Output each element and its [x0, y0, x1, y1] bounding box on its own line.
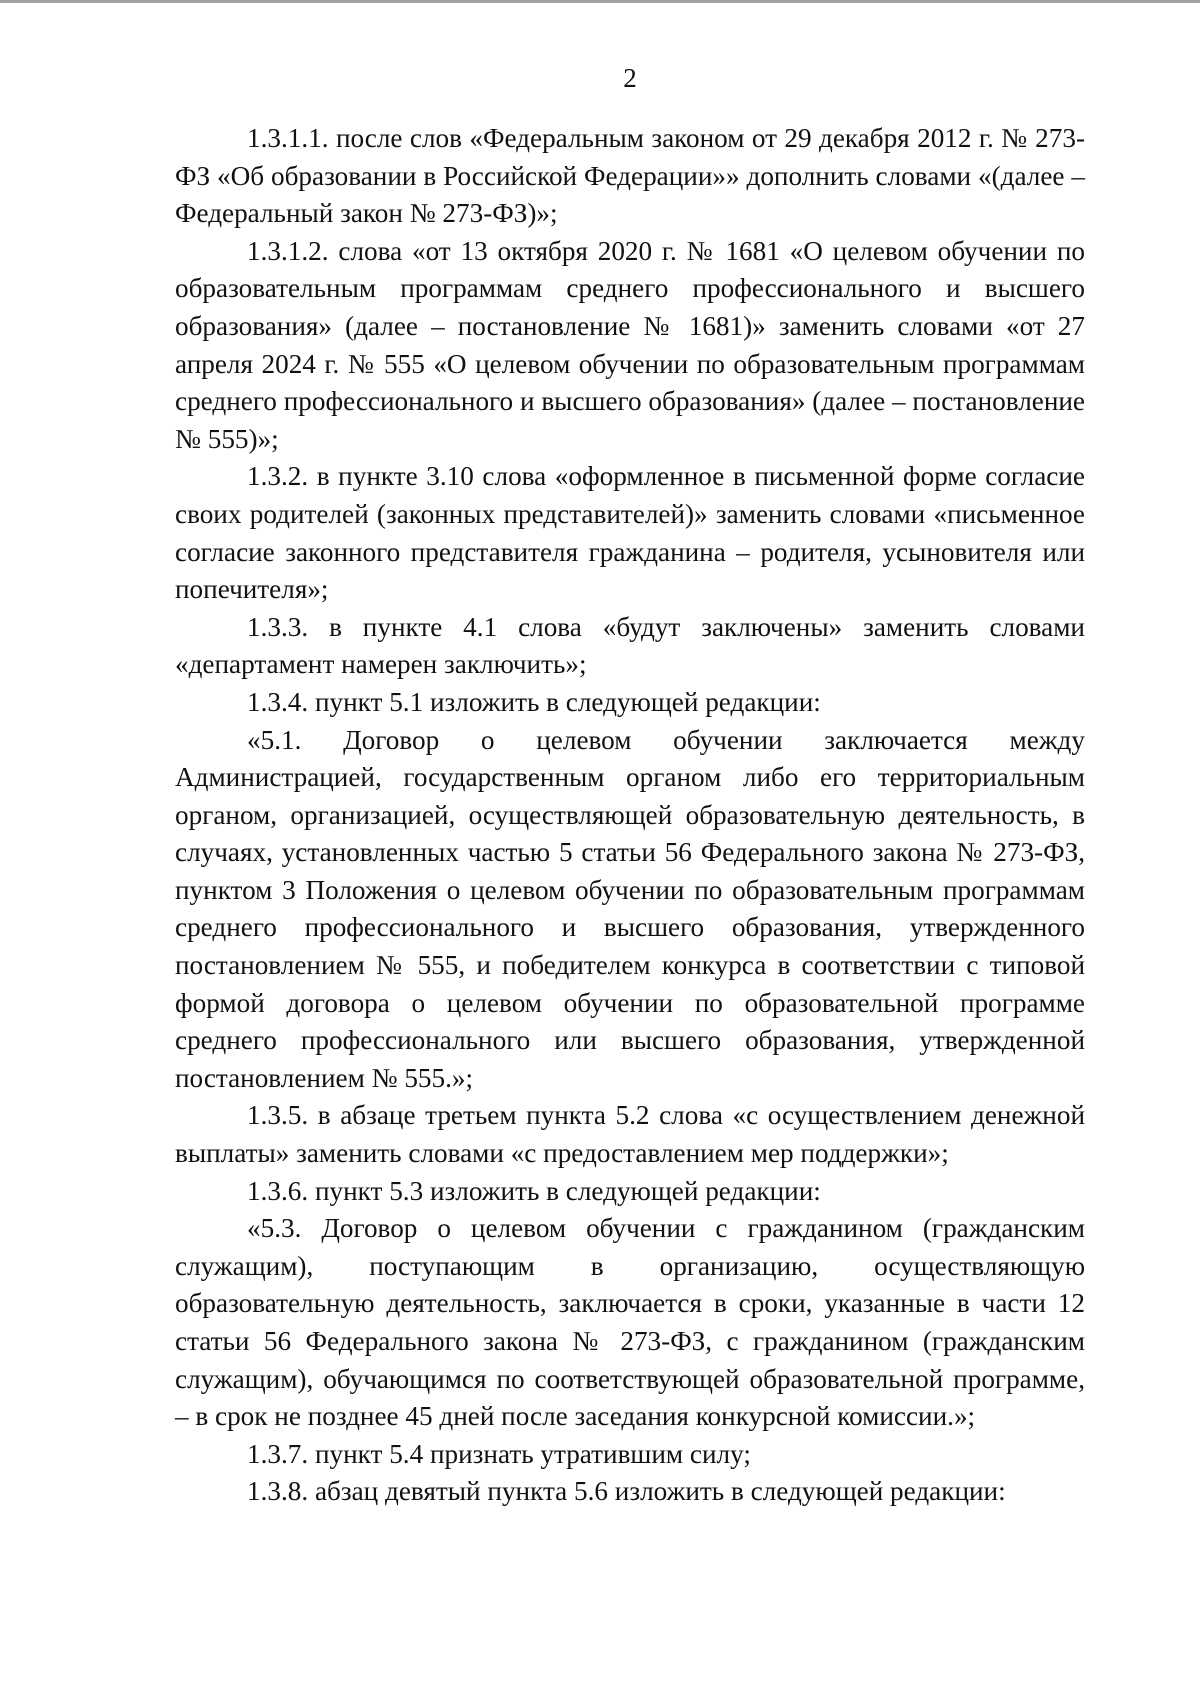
paragraph-1-3-3: 1.3.3. в пункте 4.1 слова «будут заключены» заменить словами «департамент намерен заключить»; — [175, 611, 1085, 680]
scan-edge-line — [0, 0, 1200, 3]
document-body — [175, 120, 1085, 1511]
paragraph-1-3-6: 1.3.6. пункт 5.3 изложить в следующей редакции: — [247, 1175, 821, 1206]
paragraph-1-3-1-1: 1.3.1.1. после слов «Федеральным законом от 29 декабря 2012 г. № 273-ФЗ «Об образовании в Российской Федерации»» дополнить словами «(далее – Федеральный закон № 273-ФЗ)»; — [175, 123, 1085, 229]
page-number: 2 — [623, 63, 637, 93]
paragraph-1-3-7: 1.3.7. пункт 5.4 признать утратившим силу; — [247, 1438, 751, 1469]
paragraph-5-3-quote: «5.3. Договор о целевом обучении с гражданином (гражданским служащим), поступающим в организацию, осуществляющую образовательную деятельность, заключается в сроки, указанные в части 12 статьи 56 Федерального закона № 273-ФЗ, с гражданином (гражданским служащим), обучающимся по соответствующей образовательной программе, – в срок не позднее 45 дней после заседания конкурсной комиссии.»; — [175, 1213, 1085, 1432]
paragraph-1-3-1-2: 1.3.1.2. слова «от 13 октября 2020 г. № 1681 «О целевом обучении по образовательным программам среднего профессионального и высшего образования» (далее – постановление № 1681)» заменить словами «от 27 апреля 2024 г. № 555 «О целевом обучении по образовательным программам среднего профессионального и высшего образования» (далее – постановление № 555)»; — [175, 235, 1085, 454]
paragraph-1-3-4: 1.3.4. пункт 5.1 изложить в следующей редакции: — [247, 686, 821, 717]
paragraph-1-3-5: 1.3.5. в абзаце третьем пункта 5.2 слова «с осуществлением денежной выплаты» заменить словами «с предоставлением мер поддержки»; — [175, 1100, 1085, 1169]
paragraph-5-1-quote: «5.1. Договор о целевом обучении заключается между Администрацией, государственным органом либо его территориальным органом, организацией, осуществляющей образовательную деятельность, в случаях, установленных частью 5 статьи 56 Федерального закона № 273-ФЗ, пунктом 3 Положения о целевом обучении по образовательным программам среднего профессионального и высшего образования, утвержденного постановлением № 555, и победителем конкурса в соответствии с типовой формой договора о целевом обучении по образовательной программе среднего профессионального или высшего образования, утвержденной постановлением № 555.»; — [175, 724, 1085, 1093]
paragraph-1-3-2: 1.3.2. в пункте 3.10 слова «оформленное в письменной форме согласие своих родителей (законных представителей)» заменить словами «письменное согласие законного представителя гражданина – родителя, усыновителя или попечителя»; — [175, 461, 1085, 605]
paragraph-1-3-8: 1.3.8. абзац девятый пункта 5.6 изложить в следующей редакции: — [247, 1476, 1006, 1507]
